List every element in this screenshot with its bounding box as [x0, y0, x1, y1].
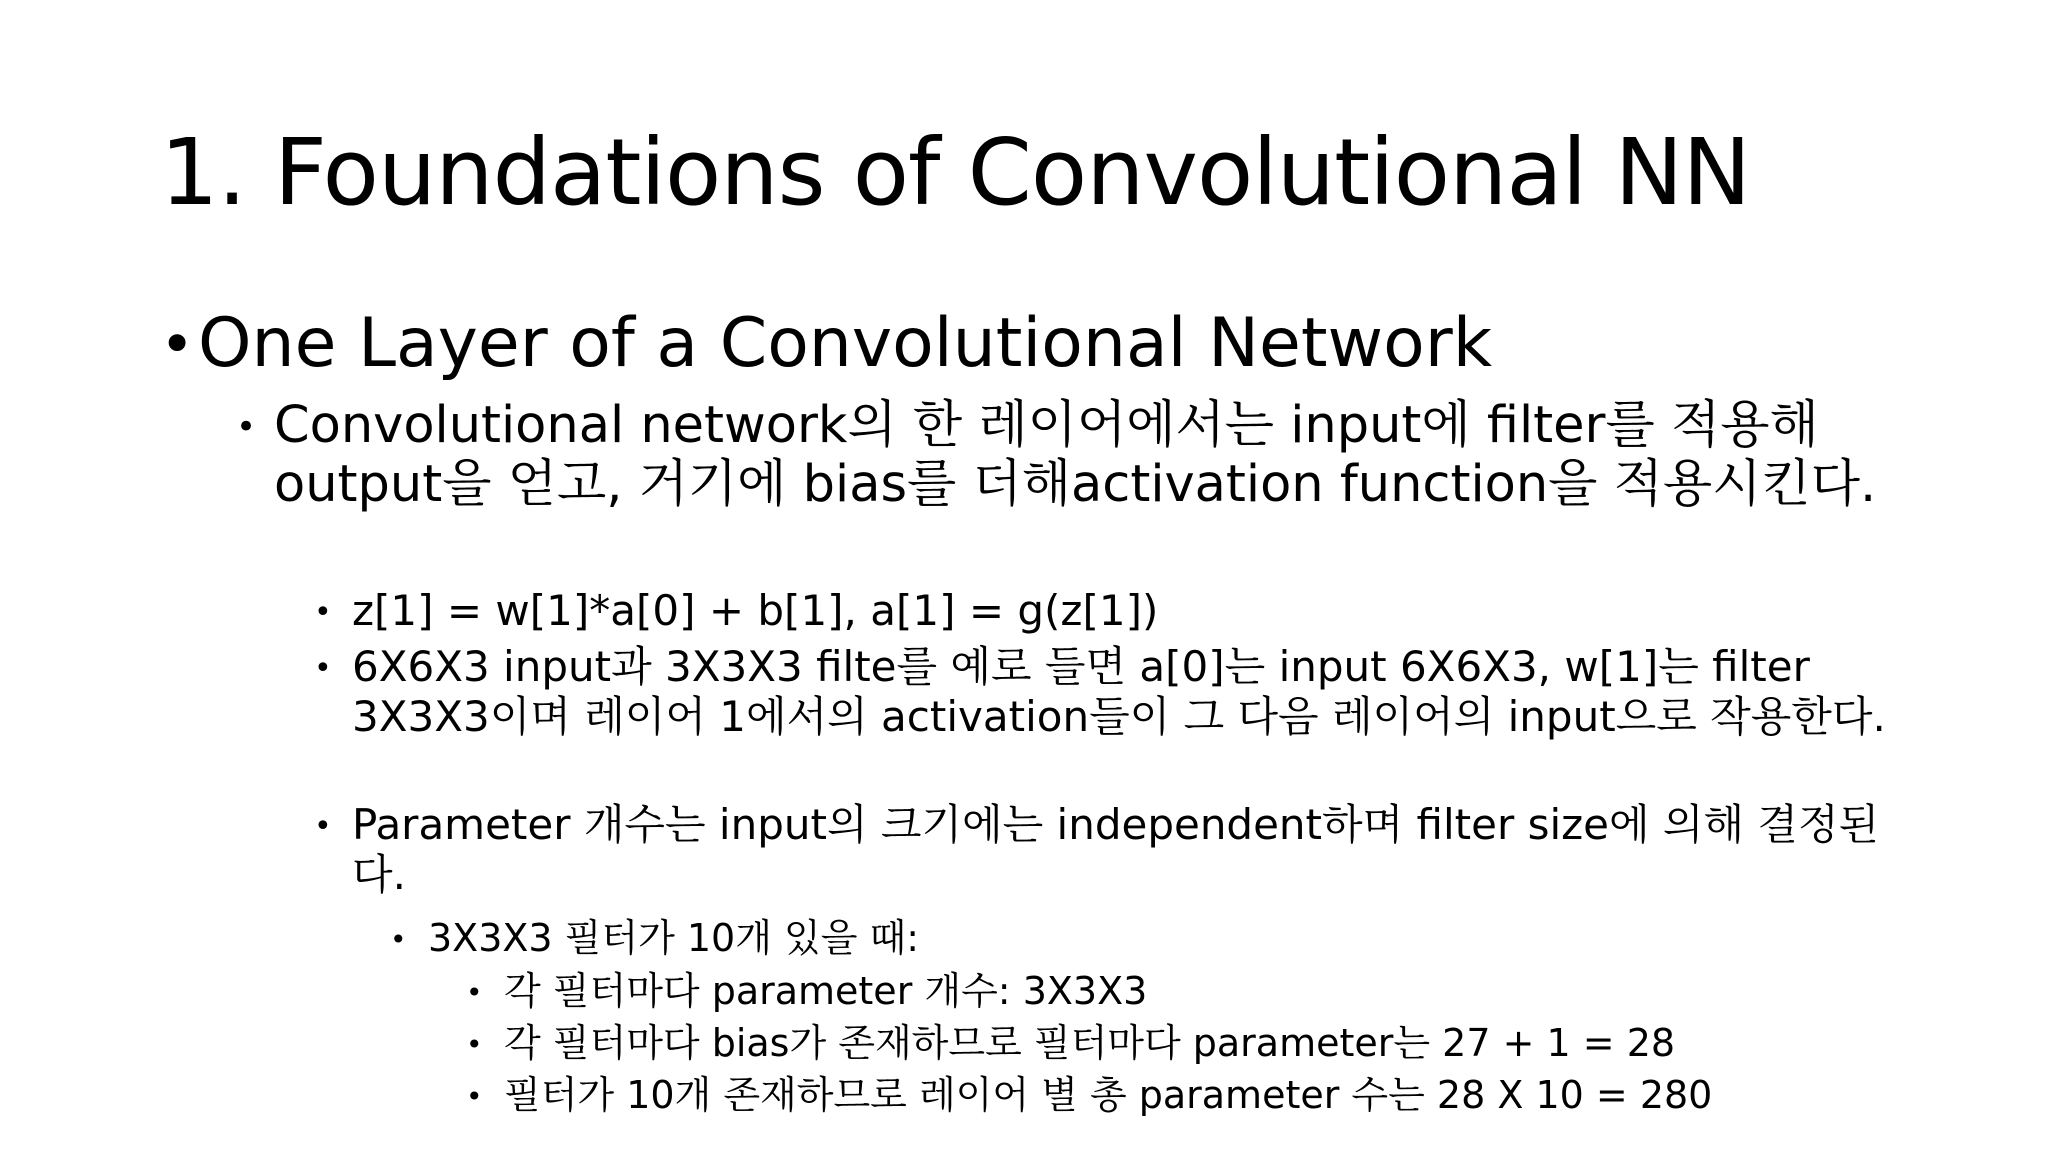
bullet-text: 3X3X3 필터가 10개 있을 때:: [428, 916, 920, 960]
bullet-level3-formula: [314, 586, 1914, 636]
bullet-marker: •: [466, 1080, 483, 1113]
bullet-marker: •: [160, 310, 195, 378]
bullet-marker: •: [390, 923, 407, 956]
bullet-level5: [466, 1070, 1966, 1120]
bullet-text: z[1] = w[1]*a[0] + b[1], a[1] = g(z[1]): [352, 586, 1159, 635]
bullet-marker: •: [314, 651, 332, 686]
bullet-text: Parameter 개수는 input의 크기에는 independent하며 filter size에 의해 결정된다.: [352, 800, 1880, 899]
bullet-level1: [160, 302, 1492, 386]
bullet-level5: [466, 966, 1966, 1016]
bullet-text: 6X6X3 input과 3X3X3 filte를 예로 들면 a[0]는 input 6X6X3, w[1]는 filter 3X3X3이며 레이어 1에서의 activation들이 그 다음 레이어의 input으로 작용한다.: [352, 642, 1886, 741]
bullet-marker: •: [236, 407, 257, 447]
bullet-level2: [236, 396, 1916, 514]
bullet-marker: •: [314, 809, 332, 844]
bullet-marker: •: [314, 595, 332, 630]
bullet-level4: [390, 914, 1890, 962]
bullet-text: 각 필터마다 parameter 개수: 3X3X3: [504, 969, 1148, 1013]
bullet-text: One Layer of a Convolutional Network: [198, 304, 1493, 383]
bullet-level3-example: [314, 642, 1914, 742]
bullet-text: 각 필터마다 bias가 존재하므로 필터마다 parameter는 27 + 1 = 28: [504, 1021, 1676, 1065]
bullet-marker: •: [466, 976, 483, 1009]
bullet-text: 필터가 10개 존재하므로 레이어 별 총 parameter 수는 28 X 10 = 280: [504, 1073, 1713, 1117]
bullet-level5: [466, 1018, 1966, 1068]
bullet-marker: •: [466, 1028, 483, 1061]
bullet-level3-parameters: [314, 800, 1914, 900]
bullet-text: Convolutional network의 한 레이어에서는 input에 filter를 적용해 output을 얻고, 거기에 bias를 더해activation function을 적용시킨다.: [274, 396, 1877, 514]
slide-title: 1. Foundations of Convolutional NN: [160, 119, 1751, 226]
